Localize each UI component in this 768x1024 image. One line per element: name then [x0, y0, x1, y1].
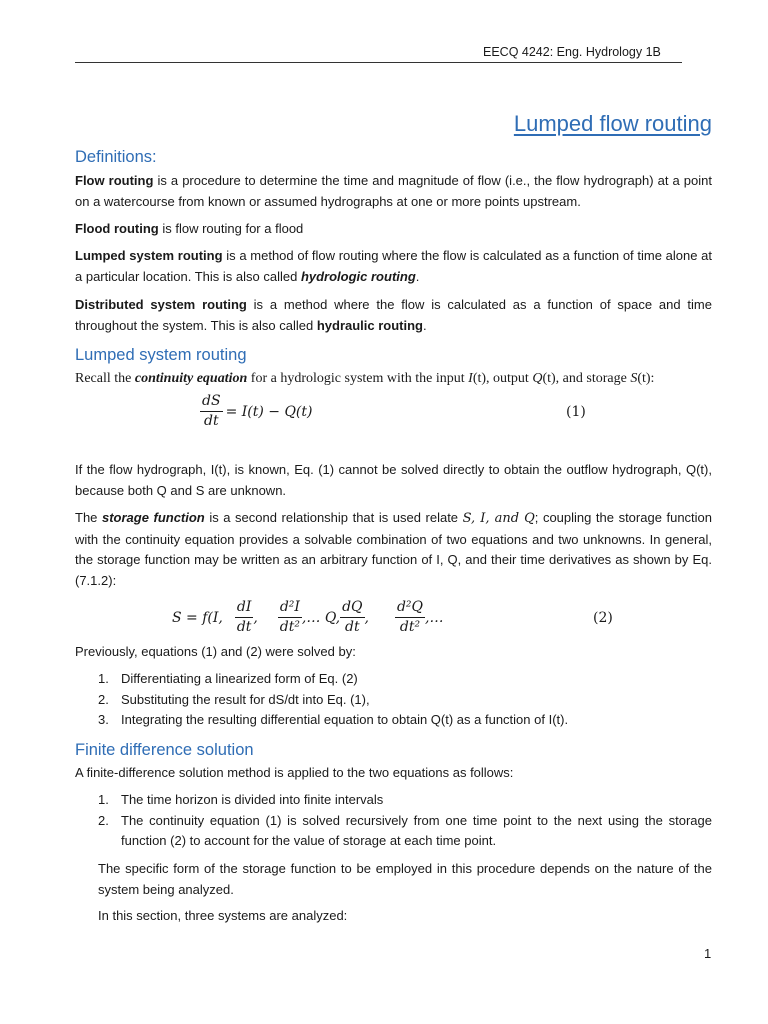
page-title: Lumped flow routing: [513, 111, 712, 136]
list-item: 2. Substituting the result for dS/dt into Eq. (1),: [98, 691, 370, 707]
term-distributed-routing: Distributed system routing: [75, 297, 247, 312]
eq2-label: (2): [593, 610, 613, 626]
term-lumped-routing: Lumped system routing: [75, 248, 223, 263]
list-item: 1. Differentiating a linearized form of Eq. (2): [98, 671, 358, 686]
lumped-heading: Lumped system routing: [75, 346, 247, 364]
eq2-fraction-dQ: $\frac{dQ}{dt}$: [342, 599, 363, 635]
flow-hydrograph-paragraph: If the flow hydrograph, I(t), is known, Eq. (1) cannot be solved directly to obtain the outflow hydrograph, Q(t), because both Q and S are unknown.: [75, 462, 712, 498]
eq2-fraction-d2I: $\frac{\text{d²I}}{\text{dt²}}$: [279, 599, 300, 635]
recall-sentence: Recall the continuity equation for a hydrologic system with the input I(t), output Q(t), and storage S(t):: [75, 371, 655, 386]
storage-function-equation: S = f(I, $\frac{dI}{dt}$ , $\frac{\text{d²I}}{\text{dt²}}$ ,… Q, $\frac{dQ}{dt}$ , $\frac{\text{d²Q}}{\text{dt²}}$ ,…: [172, 599, 444, 635]
three-systems-paragraph: In this section, three systems are analyzed:: [98, 908, 348, 923]
storage-function-paragraph: The storage function is a second relationship that is used relate S, I, and Q; coupling the storage function with the continuity equation provides a solvable combination of two equations and two unknowns. In general, the storage function may be written as an arbitrary function of I, Q, and their time derivatives as shown by Eq. (7.1.2):: [75, 510, 713, 588]
definitions-heading: Definitions:: [75, 148, 157, 166]
list-item: 2. The continuity equation (1) is solved recursively from one time point to the next using the storage function (2) to account for the value of storage at each time point.: [98, 812, 712, 848]
eq2-fraction-dI: $\frac{dI}{dt}$: [236, 599, 252, 635]
finite-difference-heading: Finite difference solution: [75, 741, 254, 759]
eq1-label: (1): [566, 404, 586, 420]
finite-intro-paragraph: A finite-difference solution method is applied to the two equations as follows:: [75, 765, 514, 780]
header-course: EECQ 4242: Eng. Hydrology 1B: [483, 45, 661, 59]
term-flood-routing: Flood routing: [75, 221, 159, 236]
finite-steps-list: [75, 790, 712, 852]
eq1-fraction: $\frac{dS}{dt}$: [202, 393, 221, 429]
continuity-equation: $\frac{dS}{dt}$ = I(t) − Q(t): [202, 393, 313, 429]
storage-form-paragraph: The specific form of the storage function to be employed in this procedure depends on the nature of the system being analyzed.: [98, 861, 712, 897]
def-flow-routing: Flow routing is a procedure to determine the time and magnitude of flow (i.e., the flow hydrograph) at a point on a watercourse from known or assumed hydrographs at one or more points upstream.: [75, 173, 712, 209]
def-distributed-routing: Distributed system routing is a method where the flow is calculated as a function of space and time throughout the system. This is also called hydraulic routing.: [75, 297, 712, 333]
list-item: 3. Integrating the resulting differential equation to obtain Q(t) as a function of I(t).: [98, 712, 569, 727]
header-rule: [75, 62, 682, 63]
term-flow-routing: Flow routing: [75, 173, 154, 188]
previously-paragraph: Previously, equations (1) and (2) were solved by:: [75, 644, 356, 659]
eq2-fraction-d2Q: $\frac{\text{d²Q}}{\text{dt²}}$: [396, 599, 424, 635]
solution-steps-list: [75, 669, 712, 731]
page-number: 1: [704, 946, 712, 961]
def-flood-routing: Flood routing is flow routing for a flood: [75, 221, 304, 236]
list-item: 1. The time horizon is divided into finite intervals: [98, 792, 384, 807]
def-lumped-routing: Lumped system routing is a method of flow routing where the flow is calculated as a function of time alone at a particular location. This is also called hydrologic routing.: [75, 248, 712, 284]
